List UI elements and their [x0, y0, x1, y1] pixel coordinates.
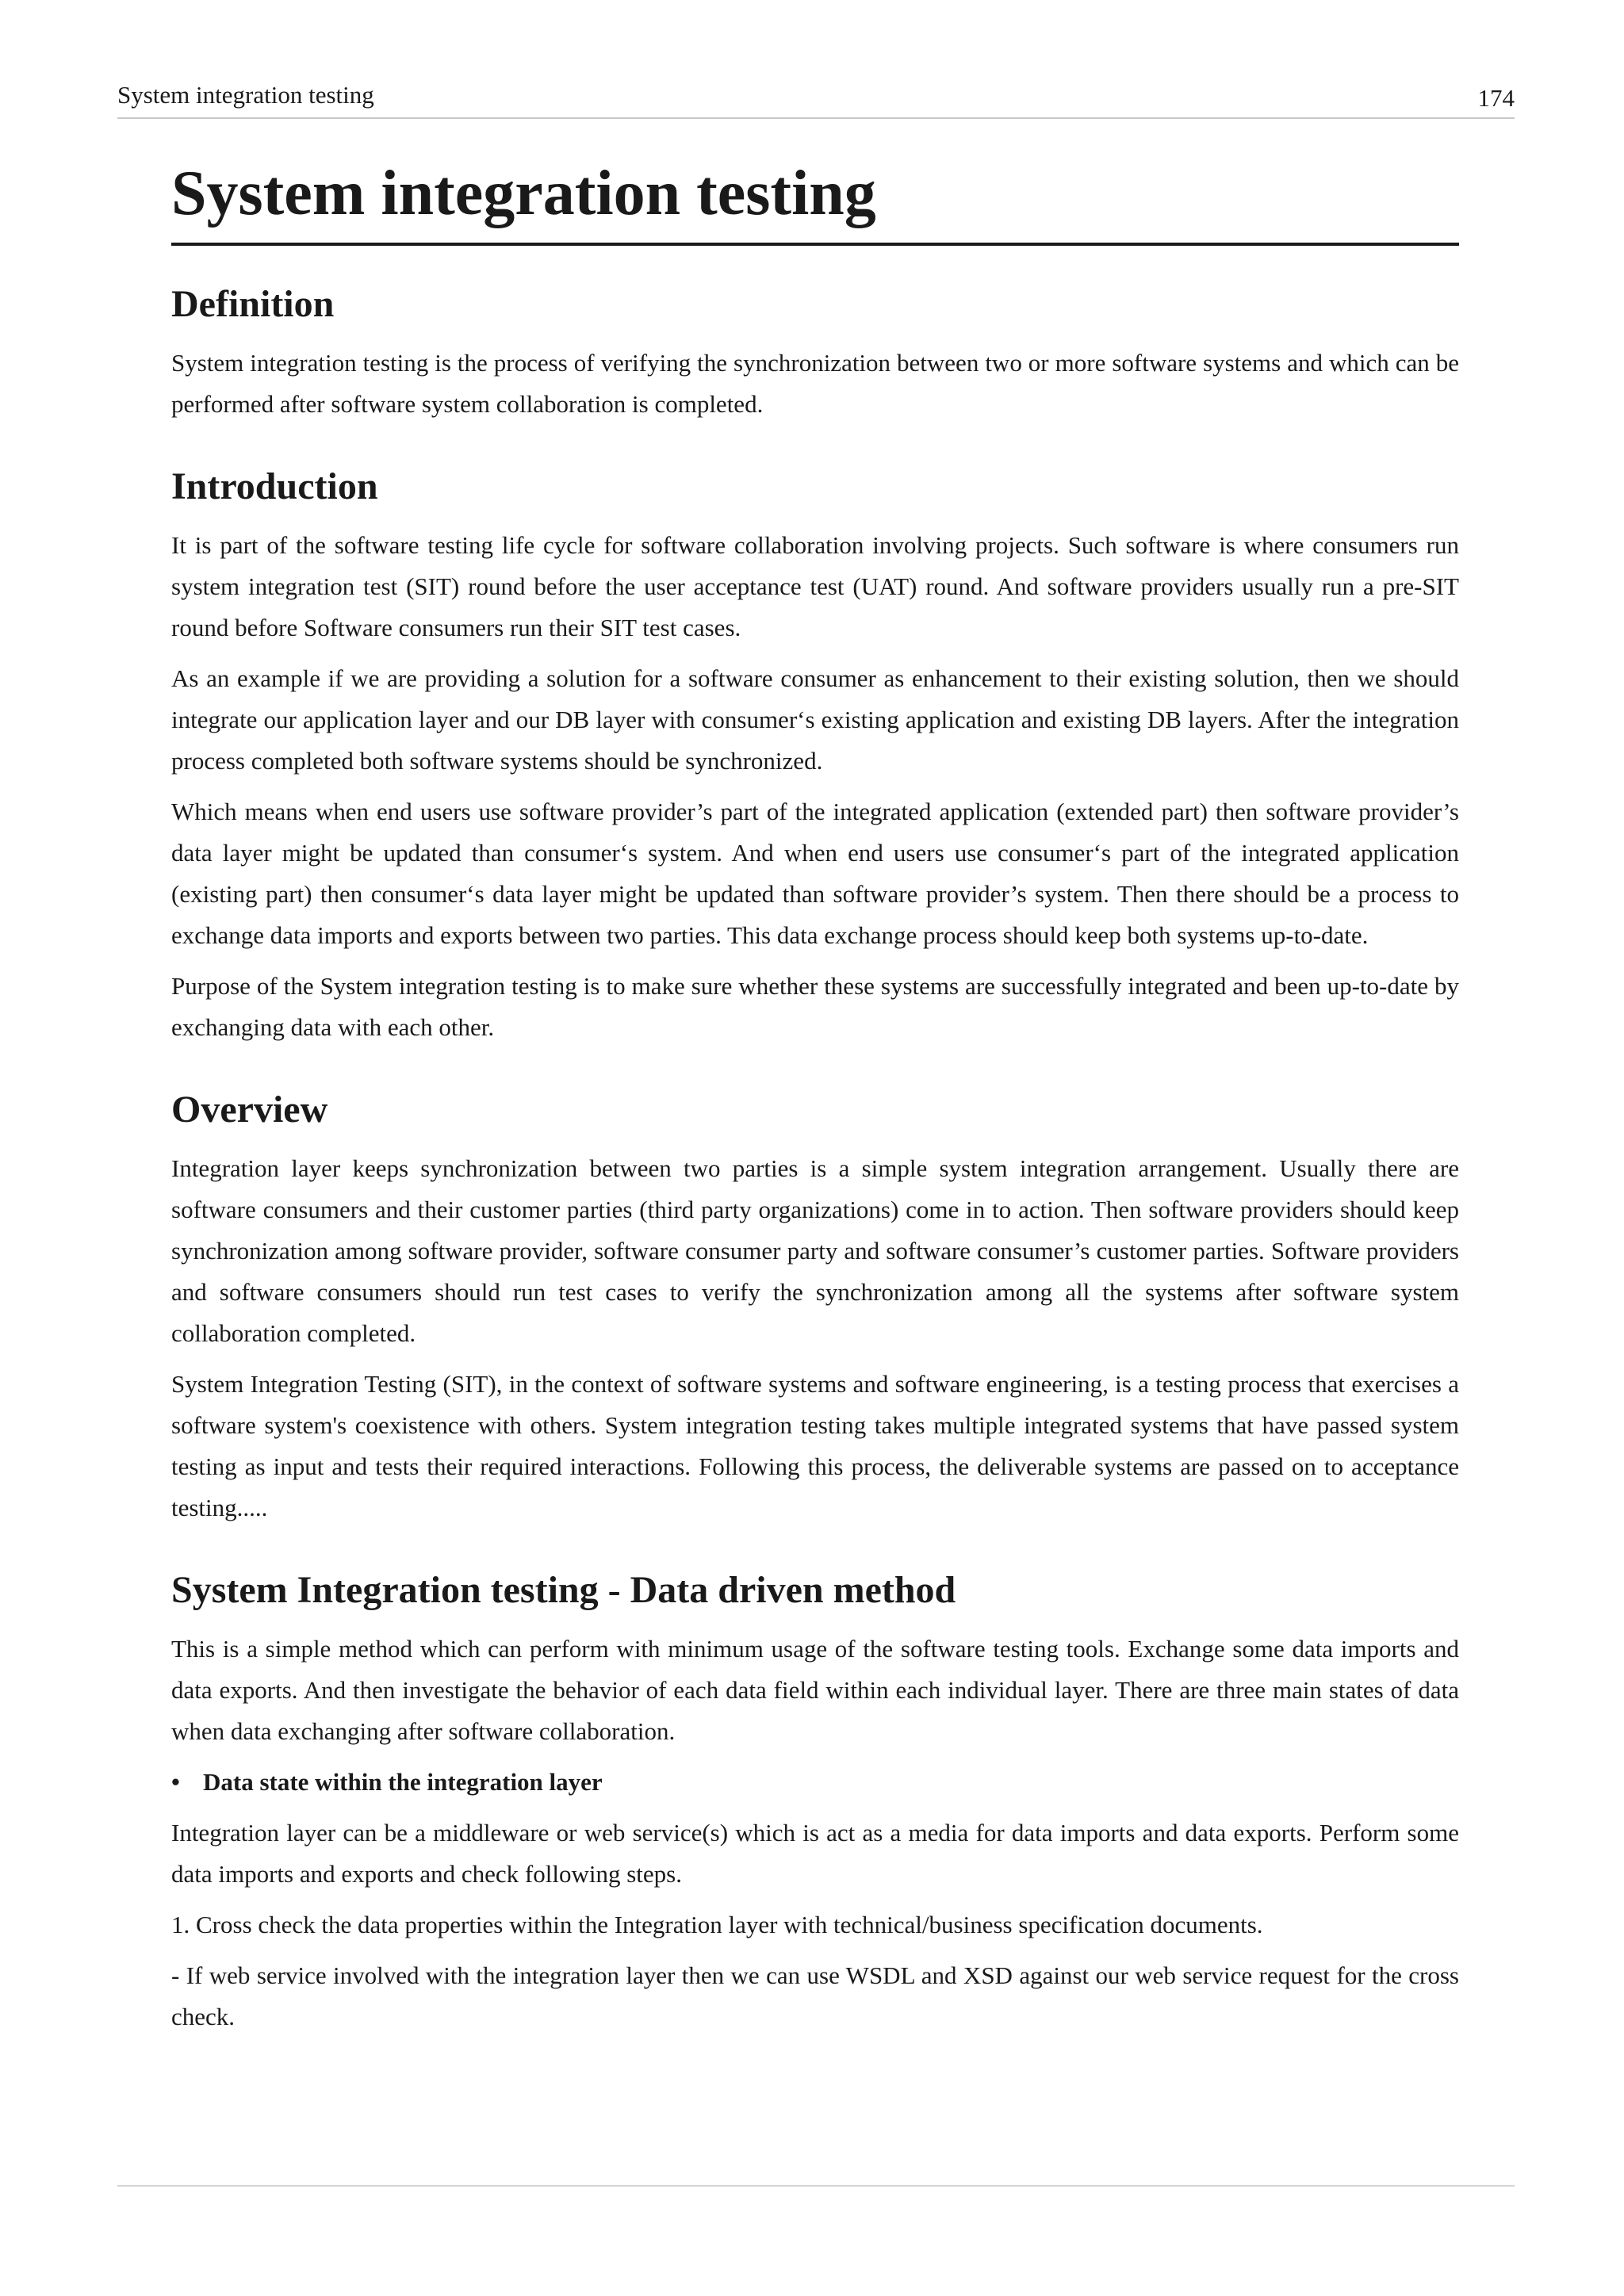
definition-section — [171, 281, 1459, 425]
overview-paragraph: Integration layer keeps synchronization between two parties is a simple system integration arrangement. Usually there are software consumers and their customer parties (third party organizations) come in to action. Then software providers should keep synchronization among software provider, software consumer party and software consumer’s customer parties. Software providers and software consumers should run test cases to verify the synchronization among all the systems after software system collaboration completed. — [171, 1154, 1459, 1347]
data-driven-intro: This is a simple method which can perform with minimum usage of the software testing tools. Exchange some data imports and data exports. And then investigate the behavior of each data field within each individual layer. There are three main states of data when data exchanging after software collaboration. — [171, 1635, 1459, 1745]
introduction-heading: Introduction — [171, 465, 378, 507]
overview-heading: Overview — [171, 1089, 328, 1131]
overview-section — [171, 1086, 1459, 1529]
introduction-paragraph: As an example if we are providing a solution for a software consumer as enhancement to their existing solution, then we should integrate our application layer and our DB layer with consumer‘s existing application and existing DB layers. After the integration process completed both software systems should be synchronized. — [171, 664, 1459, 775]
bullet-text: Data state within the integration layer — [203, 1768, 603, 1796]
overview-paragraph: System Integration Testing (SIT), in the context of software systems and software engineering, is a testing process that exercises a software system's coexistence with others. System integration testing takes multiple integrated systems that have passed system testing as input and tests their required interactions. Following this process, the deliverable systems are passed on to acceptance testing..... — [171, 1370, 1459, 1521]
article-body — [171, 155, 1459, 2047]
article-title: System integration testing — [171, 155, 1459, 246]
running-header — [117, 76, 1515, 119]
data-driven-section — [171, 1567, 1459, 2038]
running-title: System integration testing — [117, 81, 374, 109]
definition-heading: Definition — [171, 283, 335, 325]
integration-layer-paragraph: Integration layer can be a middleware or web service(s) which is act as a media for data imports and data exports. Perform some data imports and exports and check following steps. — [171, 1819, 1459, 1888]
bullet-icon: • — [171, 1768, 180, 1796]
introduction-section — [171, 463, 1459, 1048]
definition-paragraph: System integration testing is the process of verifying the synchronization between two or more software systems and which can be performed after software system collaboration is completed. — [171, 349, 1459, 418]
introduction-paragraph: Purpose of the System integration testing is to make sure whether these systems are successfully integrated and been up-to-date by exchanging data with each other. — [171, 972, 1459, 1041]
page-number: 174 — [1477, 84, 1515, 112]
introduction-paragraph: It is part of the software testing life cycle for software collaboration involving projects. Such software is where consumers run system integration test (SIT) round before the user acceptance test (UAT) round. And software providers usually run a pre-SIT round before Software consumers run their SIT test cases. — [171, 531, 1459, 641]
bullet-item — [171, 1762, 1459, 1803]
footer-rule — [117, 2185, 1515, 2187]
step-one: 1. Cross check the data properties within the Integration layer with technical/business specification documents. — [171, 1911, 1263, 1938]
data-driven-heading: System Integration testing - Data driven method — [171, 1569, 956, 1611]
introduction-paragraph: Which means when end users use software provider’s part of the integrated application (extended part) then software provider’s data layer might be updated than consumer‘s system. And when end users use consumer‘s part of the integrated application (existing part) then consumer‘s data layer might be updated than software provider’s system. Then there should be a process to exchange data imports and exports between two parties. This data exchange process should keep both systems up-to-date. — [171, 798, 1459, 949]
step-one-note: - If web service involved with the integration layer then we can use WSDL and XSD against our web service request for the cross check. — [171, 1961, 1459, 2030]
